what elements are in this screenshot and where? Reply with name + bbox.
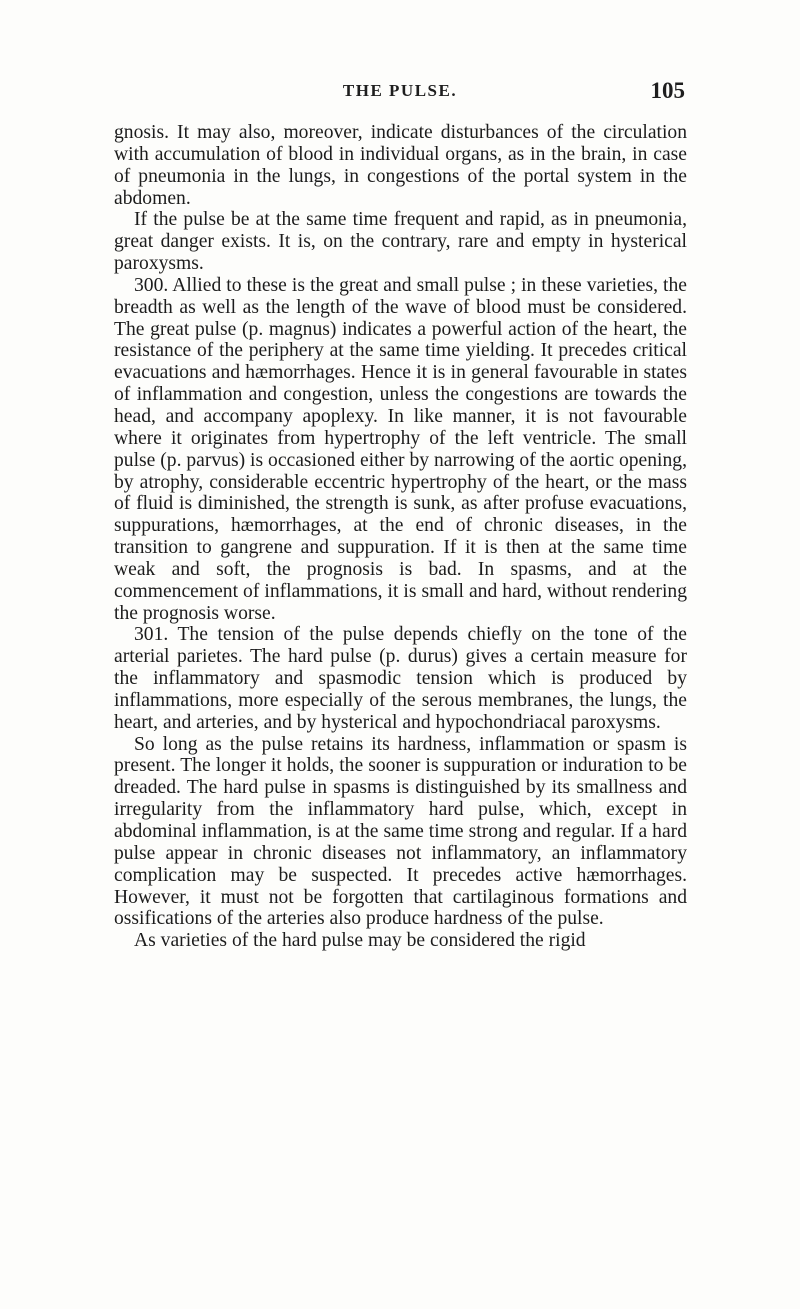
paragraph: 301. The tension of the pulse depends chiefly on the tone of the arterial parietes. The hard pulse (p. durus) gives a certain measure for the inflammatory and spasmodic tension which is produced by inflammations, more especially of the serous membranes, the lungs, the heart, and arteries, and by hysterical and hypochondriacal paroxysms.: [114, 624, 687, 733]
running-head: [115, 78, 685, 108]
paragraph: As varieties of the hard pulse may be considered the rigid: [134, 930, 586, 952]
paragraph: gnosis. It may also, moreover, indicate disturbances of the circulation with accumulation of blood in individual organs, as in the brain, in case of pneumonia in the lungs, in congestions of the portal system in the abdomen.: [114, 122, 687, 209]
body-text: [114, 122, 687, 952]
paragraph: 300. Allied to these is the great and small pulse ; in these varieties, the breadth as well as the length of the wave of blood must be considered. The great pulse (p. magnus) indicates a powerful action of the heart, the resistance of the periphery at the same time yielding. It precedes critical evacuations and hæmorrhages. Hence it is in general favourable in states of inflammation and congestion, unless the congestions are towards the head, and accompany apoplexy. In like manner, it is not favourable where it originates from hypertrophy of the left ventricle. The small pulse (p. parvus) is occasioned either by narrowing of the aortic opening, by atrophy, considerable eccentric hypertrophy of the heart, or the mass of fluid is diminished, the strength is sunk, as after profuse evacuations, suppurations, hæmorrhages, at the end of chronic diseases, in the transition to gangrene and suppuration. If it is then at the same time weak and soft, the prognosis is bad. In spasms, and at the commencement of inflammations, it is small and hard, without rendering the prognosis worse.: [114, 274, 687, 624]
page-number: 105: [650, 78, 685, 103]
running-title: THE PULSE.: [342, 81, 458, 100]
paragraph: If the pulse be at the same time frequent and rapid, as in pneumonia, great danger exists. It is, on the contrary, rare and empty in hysterical paroxysms.: [114, 209, 687, 275]
paragraph: So long as the pulse retains its hardness, inflammation or spasm is present. The longer it holds, the sooner is suppuration or induration to be dreaded. The hard pulse in spasms is distinguished by its smallness and irregularity from the inflammatory hard pulse, which, except in abdominal inflammation, is at the same time strong and regular. If a hard pulse appear in chronic diseases not inflammatory, an inflammatory complication may be suspected. It precedes active hæmorrhages. However, it must not be forgotten that cartilaginous formations and ossifications of the arteries also produce hardness of the pulse.: [114, 733, 687, 930]
